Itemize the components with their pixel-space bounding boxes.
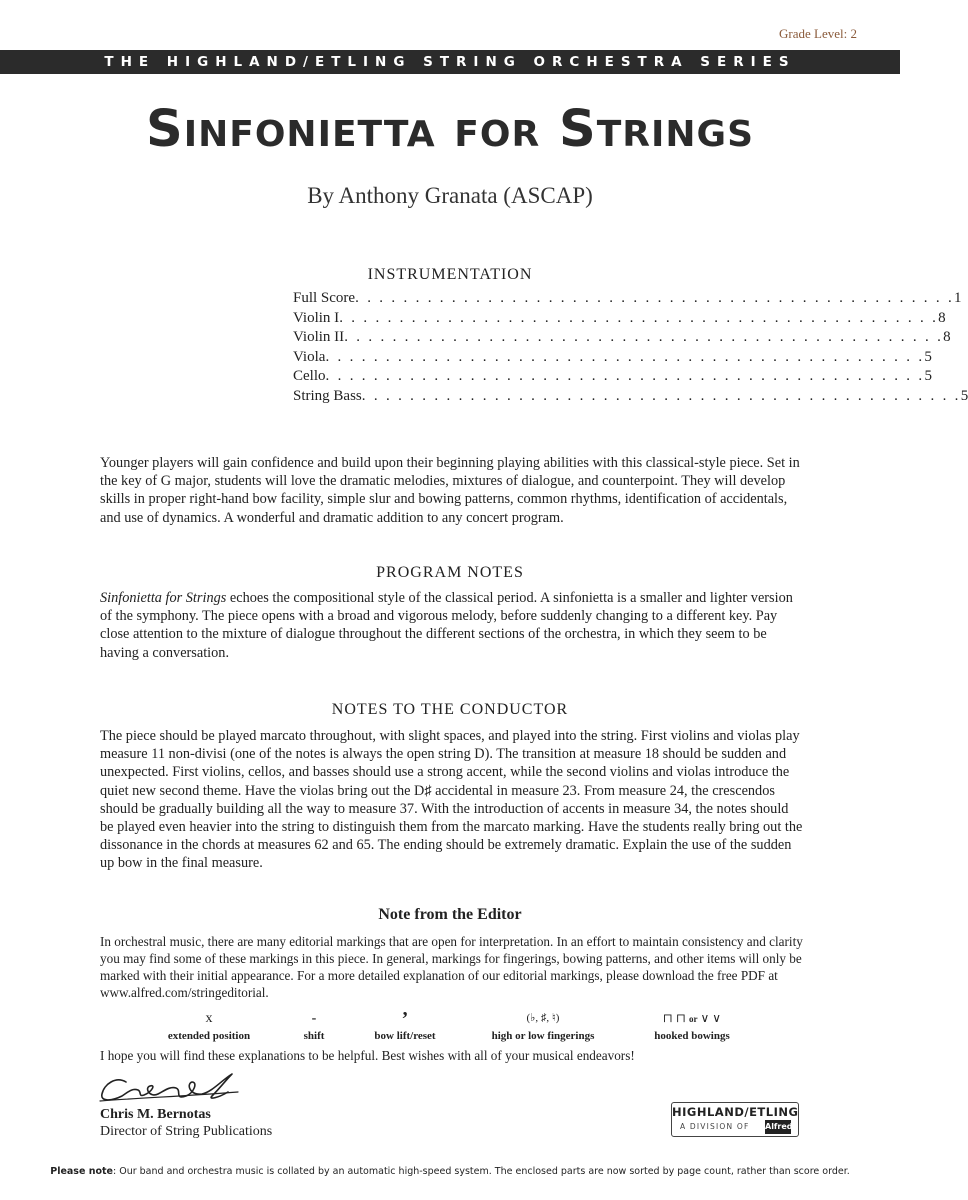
publisher-logo <box>671 1102 799 1137</box>
instrument-name: String Bass <box>293 387 362 404</box>
instrument-name: Violin II <box>293 329 345 346</box>
logo-division: A DIVISION OF <box>680 1122 750 1131</box>
signature-image <box>98 1070 243 1106</box>
series-banner: THE HIGHLAND/ETLING STRING ORCHESTRA SERIES <box>0 50 900 74</box>
instrument-count: 1 <box>954 290 962 306</box>
fingerings-symbol: (♭, ♯, ♮) <box>526 1012 560 1024</box>
program-notes-title-italic: Sinfonietta for Strings <box>100 590 227 606</box>
instrumentation-item: Cello . . . . . . . . . . . . . . . . . . . . . . . . . . . . . . . . . . . . . . . . . . . . . . . . . . 5 <box>293 367 608 387</box>
instrumentation-list <box>293 289 968 407</box>
instrumentation-heading: INSTRUMENTATION <box>367 266 533 283</box>
marking-label: hooked bowings <box>654 1030 730 1042</box>
conductor-notes-heading: NOTES TO THE CONDUCTOR <box>331 701 569 718</box>
marking-fingerings <box>473 1011 613 1042</box>
logo-name: HIGHLAND/ETLING <box>672 1105 799 1119</box>
marking-hooked-bowings <box>622 1011 762 1042</box>
instrument-count: 8 <box>943 329 951 346</box>
extended-position-symbol: x <box>205 1011 213 1026</box>
instrument-name: Viola <box>293 348 326 365</box>
program-notes-heading: PROGRAM NOTES <box>376 564 524 581</box>
up-bow-icon: ∨ ∨ <box>700 1011 722 1025</box>
footnote <box>0 1166 900 1177</box>
instrumentation-item: Full Score . . . . . . . . . . . . . . . . . . . . . . . . . . . . . . . . . . . . . . . . . . . . . . . . . . 1 <box>293 289 608 309</box>
marking-label: high or low fingerings <box>491 1030 595 1042</box>
page-title: Sinfonietta for Strings <box>145 100 754 159</box>
instrumentation-item: Violin I . . . . . . . . . . . . . . . . . . . . . . . . . . . . . . . . . . . . . . . . . . . . . . . . . . 8 <box>293 309 608 329</box>
marking-label: shift <box>303 1030 325 1042</box>
hooked-bowings-symbol <box>622 1011 762 1027</box>
marking-bow-lift <box>335 1008 475 1042</box>
bow-lift-symbol: ’ <box>401 1008 409 1030</box>
marking-label: extended position <box>167 1030 251 1042</box>
instrument-count: 5 <box>924 348 932 365</box>
instrument-count: 5 <box>924 368 932 385</box>
instrument-name: Violin I <box>293 309 340 326</box>
editor-note-paragraph: In orchestral music, there are many editorial markings that are open for interpretation. In an effort to maintain consistency and clarity you may find some of these markings in this piece. In general, markings for fingerings, bowing patterns, and other items will only be marked with their initial appearance. For a more detailed explanation of our editorial markings, please download the free PDF at www.alfred.com/stringeditorial. <box>100 934 803 1000</box>
marking-label: bow lift/reset <box>374 1030 436 1042</box>
grade-level: Grade Level: 2 <box>779 26 857 41</box>
editor-note-heading: Note from the Editor <box>378 906 522 923</box>
instrumentation-item: Violin II . . . . . . . . . . . . . . . . . . . . . . . . . . . . . . . . . . . . . . . . . . . . . . . . . . 8 <box>293 328 608 348</box>
instrumentation-item: String Bass . . . . . . . . . . . . . . . . . . . . . . . . . . . . . . . . . . . . . . . . . . . . . . . . . . 5 <box>293 387 608 407</box>
closing-line: I hope you will find these explanations to be helpful. Best wishes with all of your musical endeavors! <box>100 1048 635 1063</box>
signature-title: Director of String Publications <box>100 1124 273 1139</box>
instrument-name: Cello <box>293 368 326 385</box>
or-label: or <box>689 1014 698 1024</box>
down-bow-icon: ⊓ ⊓ <box>662 1011 687 1025</box>
signature-name: Chris M. Bernotas <box>100 1107 211 1122</box>
program-notes-paragraph <box>100 589 803 662</box>
instrument-count: 5 <box>960 387 968 404</box>
conductor-notes-paragraph: The piece should be played marcato throughout, with slight spaces, and played into the string. First violins and violas play measure 11 non-divisi (one of the notes is always the open string D). The transition at measure 18 should be sudden and unexpected. First violins, cellos, and basses should use a strong accent, while the second violins and violas introduce the quiet new second theme. Have the violas bring out the D♯ accidental in measure 23. From measure 24, the crescendos should be gradually building all the way to measure 37. With the introduction of accents in measure 34, the notes should be played even heavier into the string to distinguish them from the marcato marking. Have the students really bring out the dissonance in the chords at measures 62 and 65. The ending should be extremely dramatic. Explain the use of the sudden up bow in the final measure. <box>100 728 803 872</box>
intro-paragraph: Younger players will gain confidence and build upon their beginning playing abilities with this classical-style piece. Set in the key of G major, students will love the dramatic melodies, mixtures of dialogue, and counterpoint. They will develop skills in proper right-hand bow facility, simple slur and bowing patterns, common rhythms, identification of accidentals, and use of dynamics. A wonderful and dramatic addition to any concert program. <box>100 455 800 526</box>
instrument-name: Full Score <box>293 290 356 306</box>
instrumentation-item: Viola . . . . . . . . . . . . . . . . . . . . . . . . . . . . . . . . . . . . . . . . . . . . . . . . . . 5 <box>293 348 608 368</box>
footnote-text: : Our band and orchestra music is collated by an automatic high-speed system. The enclosed parts are now sorted by page count, rather than score order. <box>113 1166 850 1177</box>
instrument-count: 8 <box>938 309 946 326</box>
byline: By Anthony Granata (ASCAP) <box>307 183 593 208</box>
shift-symbol: - <box>311 1011 317 1026</box>
footnote-label: Please note <box>50 1166 113 1177</box>
program-notes-text: echoes the compositional style of the classical period. A sinfonietta is a smaller and lighter version of the symphony. The piece opens with a broad and vigorous melody, before suddenly changing to a different key. Pay close attention to the mixture of dialogue throughout the different sections of the orchestra, in which they seem to be having a conversation. <box>100 590 793 661</box>
alfred-logo-icon: Alfred <box>765 1120 791 1134</box>
